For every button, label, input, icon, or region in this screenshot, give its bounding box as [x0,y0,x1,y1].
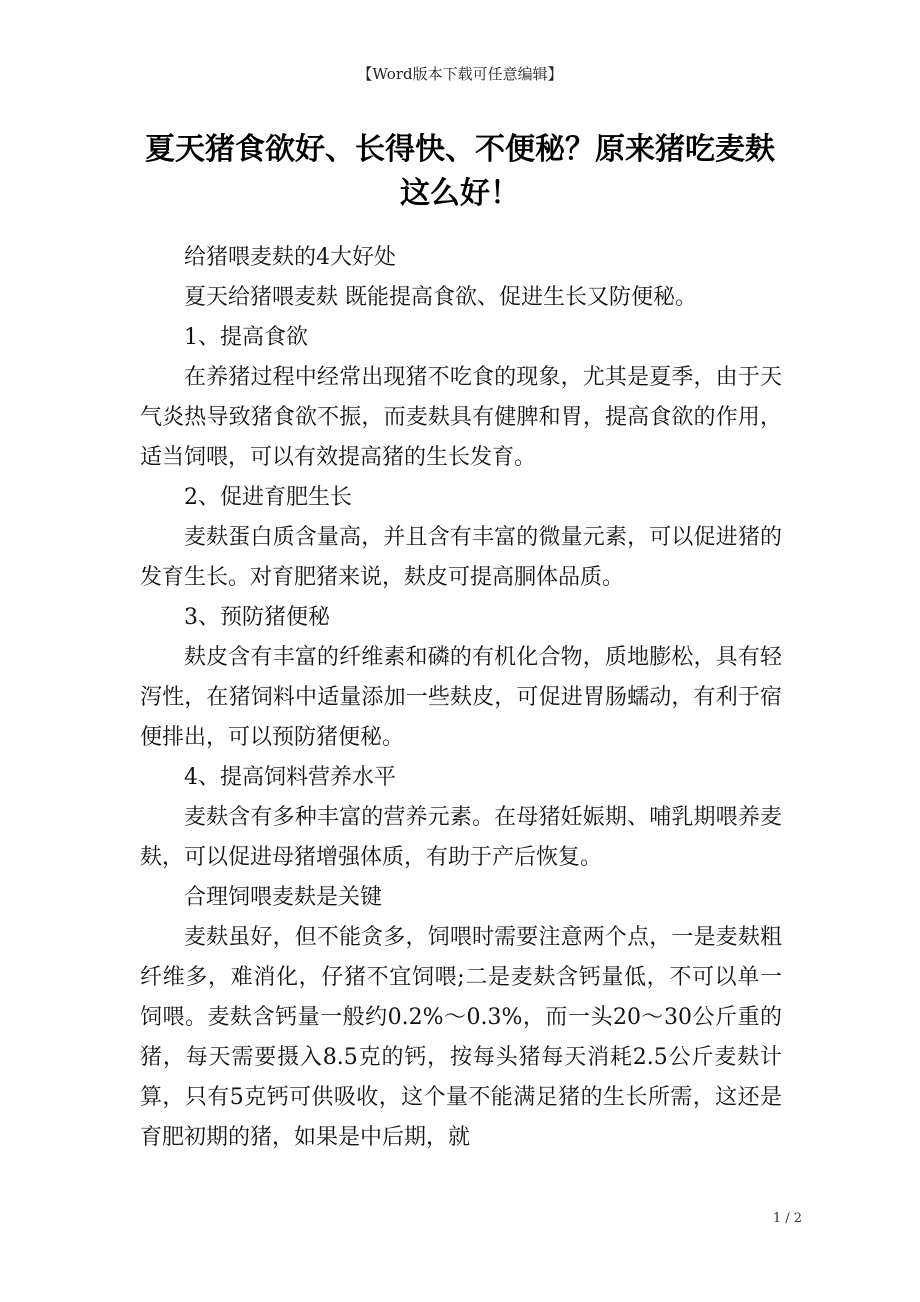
paragraph: 在养猪过程中经常出现猪不吃食的现象，尤其是夏季，由于天气炎热导致猪食欲不振，而麦麸具有健脾和胃，提高食欲的作用，适当饲喂，可以有效提高猪的生长发育。 [140,365,782,470]
section-heading: 2、促进育肥生长 [184,485,352,510]
paragraph: 麦麸虽好，但不能贪多，饲喂时需要注意两个点，一是麦麸粗纤维多，难消化，仔猪不宜饲喂;二是麦麸含钙量低，不可以单一饲喂。麦麸含钙量一般约0.2%～0.3%，而一头20～30公斤重的猪，每天需要摄入8.5克的钙，按每头猪每天消耗2.5公斤麦麸计算，只有5克钙可供吸收，这个量不能满足猪的生长所需，这还是育肥初期的猪，如果是中后期，就 [140,925,782,1150]
page-number: 1 / 2 [772,1211,802,1226]
document-title: 夏天猪食欲好、长得快、不便秘？原来猪吃麦麸这么好！ [145,132,775,211]
document-body [140,238,782,1158]
section-heading: 合理饲喂麦麸是关键 [184,885,383,910]
paragraph: 夏天给猪喂麦麸 既能提高食欲、促进生长又防便秘。 [184,285,697,310]
paragraph: 麸皮含有丰富的纤维素和磷的有机化合物，质地膨松，具有轻泻性，在猪饲料中适量添加一些麸皮，可促进胃肠蠕动，有利于宿便排出，可以预防猪便秘。 [140,645,782,750]
paragraph: 麦麸含有多种丰富的营养元素。在母猪妊娠期、哺乳期喂养麦麸，可以促进母猪增强体质，有助于产后恢复。 [140,805,782,870]
section-heading: 4、提高饲料营养水平 [184,765,396,790]
paragraph: 给猪喂麦麸的4大好处 [184,245,396,270]
paragraph: 麦麸蛋白质含量高，并且含有丰富的微量元素，可以促进猪的发育生长。对育肥猪来说，麸皮可提高胴体品质。 [140,525,782,590]
page-header: 【Word版本下载可任意编辑】 [357,65,563,83]
section-heading: 1、提高食欲 [184,325,308,350]
section-heading: 3、预防猪便秘 [184,605,330,630]
